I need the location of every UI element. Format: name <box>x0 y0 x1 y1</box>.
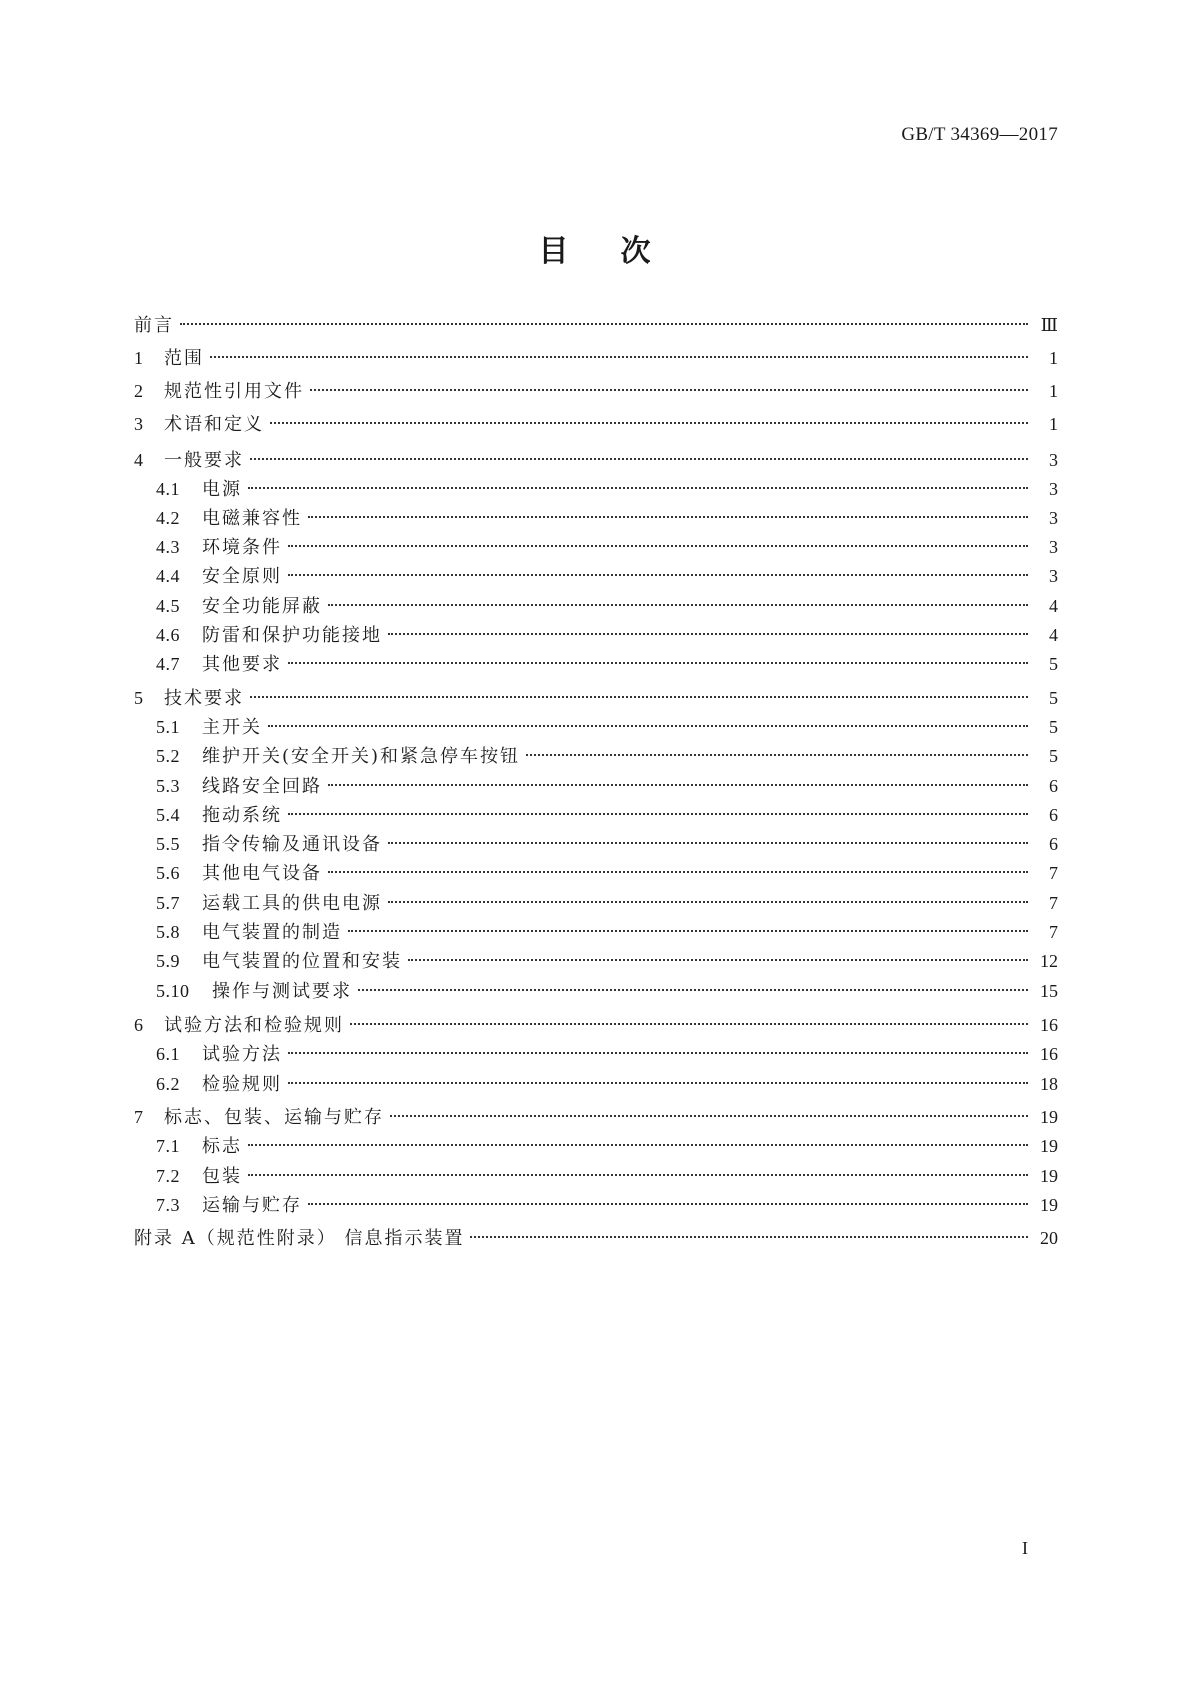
toc-entry[interactable] <box>134 617 1058 646</box>
toc-dot-leader <box>328 588 1028 612</box>
toc-entry-number: 5.2 <box>156 746 180 766</box>
toc-entry-page: 7 <box>1049 893 1058 913</box>
toc-entry[interactable] <box>134 885 1058 914</box>
toc-dot-leader <box>288 1066 1028 1090</box>
toc-dot-leader <box>288 797 1028 821</box>
toc-entry-label: 包装 <box>202 1166 242 1187</box>
toc-dot-leader <box>350 1007 1028 1031</box>
toc-entry[interactable] <box>134 471 1058 500</box>
toc-entry-number: 5.6 <box>156 863 180 883</box>
toc-entry-page: 19 <box>1040 1136 1058 1156</box>
standard-number: GB/T 34369—2017 <box>901 124 1058 145</box>
toc-entry-page: 16 <box>1040 1015 1058 1035</box>
toc-entry[interactable] <box>134 406 1058 435</box>
toc-entry-page: 6 <box>1049 834 1058 854</box>
toc-entry-page: 19 <box>1040 1107 1058 1127</box>
toc-entry-page: 6 <box>1049 776 1058 796</box>
toc-entry[interactable] <box>134 442 1058 471</box>
toc-dot-leader <box>388 885 1028 909</box>
toc-dot-leader <box>388 617 1028 641</box>
toc-entry-label: 附录 A（规范性附录） 信息指示装置 <box>134 1228 465 1249</box>
toc-entry-label: 其他电气设备 <box>202 863 322 884</box>
toc-entry[interactable] <box>134 1099 1058 1128</box>
toc-entry-page: 3 <box>1049 566 1058 586</box>
toc-dot-leader <box>308 1187 1028 1211</box>
toc-entry-page: 4 <box>1049 625 1058 645</box>
toc-entry-page: 19 <box>1040 1195 1058 1215</box>
toc-entry-number: 5.8 <box>156 922 180 942</box>
toc-entry-label: 电源 <box>202 479 242 500</box>
toc-dot-leader <box>288 529 1028 553</box>
toc-entry-page: 5 <box>1049 654 1058 674</box>
toc-entry-page: 5 <box>1049 746 1058 766</box>
toc-entry[interactable] <box>134 500 1058 529</box>
toc-entry-number: 6 <box>134 1015 144 1035</box>
toc-entry-number: 5.1 <box>156 717 180 737</box>
toc-dot-leader <box>248 1158 1028 1182</box>
title-char-1: 目 <box>538 234 571 269</box>
toc-entry-number: 6.2 <box>156 1074 180 1094</box>
toc-entry-label: 试验方法和检验规则 <box>164 1015 344 1036</box>
toc-entry[interactable] <box>134 1128 1058 1157</box>
page-number: I <box>1022 1538 1028 1558</box>
toc-entry-label: 标志、包装、运输与贮存 <box>164 1107 384 1128</box>
toc-dot-leader <box>388 826 1028 850</box>
toc-entry-page: 3 <box>1049 537 1058 557</box>
toc-entry-number: 5.5 <box>156 834 180 854</box>
toc-entry[interactable] <box>134 340 1058 369</box>
toc-entry-label: 安全原则 <box>202 566 282 587</box>
toc-entry-number: 7.3 <box>156 1195 180 1215</box>
toc-dot-leader <box>248 471 1028 495</box>
toc-dot-leader <box>526 738 1028 762</box>
toc-entry-label: 操作与测试要求 <box>212 981 352 1002</box>
toc-entry-label: 一般要求 <box>164 450 244 471</box>
toc-entry-label: 电磁兼容性 <box>202 508 302 529</box>
toc-entry-page: 3 <box>1049 450 1058 470</box>
toc-entry-label: 安全功能屏蔽 <box>202 596 322 617</box>
toc-entry-page: 18 <box>1040 1074 1058 1094</box>
toc-entry-label: 规范性引用文件 <box>164 381 304 402</box>
toc-entry-number: 4.5 <box>156 596 180 616</box>
toc-entry-page: 7 <box>1049 863 1058 883</box>
toc-entry-label: 线路安全回路 <box>202 776 322 797</box>
toc-entry-number: 2 <box>134 381 144 401</box>
toc-entry[interactable] <box>134 373 1058 402</box>
toc-entry[interactable] <box>134 943 1058 972</box>
toc-entry[interactable] <box>134 307 1058 336</box>
toc-entry-page: 6 <box>1049 805 1058 825</box>
toc-entry-number: 5 <box>134 688 144 708</box>
toc-entry-label: 试验方法 <box>202 1044 282 1065</box>
toc-entry-label: 检验规则 <box>202 1074 282 1095</box>
toc-entry-number: 5.4 <box>156 805 180 825</box>
toc-dot-leader <box>250 680 1028 704</box>
toc-entry-number: 5.7 <box>156 893 180 913</box>
toc-entry-number: 4.2 <box>156 508 180 528</box>
toc-dot-leader <box>328 768 1028 792</box>
toc-entry-label: 运输与贮存 <box>202 1195 302 1216</box>
toc-dot-leader <box>180 307 1028 331</box>
toc-entry-number: 4.1 <box>156 479 180 499</box>
toc-entry-label: 维护开关(安全开关)和紧急停车按钮 <box>202 746 521 767</box>
toc-entry-number: 4.7 <box>156 654 180 674</box>
toc-entry-page: Ⅲ <box>1040 315 1058 335</box>
toc-entry-page: 12 <box>1040 951 1058 971</box>
toc-entry-label: 标志 <box>202 1136 242 1157</box>
toc-entry-label: 指令传输及通讯设备 <box>202 834 382 855</box>
toc-entry-page: 16 <box>1040 1044 1058 1064</box>
toc-entry-label: 主开关 <box>202 717 262 738</box>
page-title <box>0 226 1191 270</box>
toc-dot-leader <box>328 855 1028 879</box>
toc-entry-page: 15 <box>1040 981 1058 1001</box>
toc-dot-leader <box>288 646 1028 670</box>
toc-entry-number: 5.3 <box>156 776 180 796</box>
toc-entry[interactable] <box>134 558 1058 587</box>
toc-entry-page: 4 <box>1049 596 1058 616</box>
toc-entry[interactable] <box>134 1187 1058 1216</box>
toc-dot-leader <box>268 709 1028 733</box>
toc-entry-page: 1 <box>1049 381 1058 401</box>
toc-entry-label: 电气装置的位置和安装 <box>202 951 402 972</box>
toc-entry[interactable] <box>134 1220 1058 1249</box>
toc-entry[interactable] <box>134 1007 1058 1036</box>
toc-entry[interactable] <box>134 914 1058 943</box>
toc-entry-page: 1 <box>1049 414 1058 434</box>
toc-dot-leader <box>348 914 1028 938</box>
toc-entry-number: 6.1 <box>156 1044 180 1064</box>
toc-dot-leader <box>390 1099 1028 1123</box>
toc-entry-number: 3 <box>134 414 144 434</box>
toc-dot-leader <box>270 406 1028 430</box>
toc-entry-page: 7 <box>1049 922 1058 942</box>
toc-entry-label: 技术要求 <box>164 688 244 709</box>
toc-entry-label: 拖动系统 <box>202 805 282 826</box>
toc-entry[interactable] <box>134 646 1058 675</box>
toc-entry[interactable] <box>134 709 1058 738</box>
toc-entry-page: 19 <box>1040 1166 1058 1186</box>
toc-entry-number: 7.1 <box>156 1136 180 1156</box>
toc-dot-leader <box>470 1220 1028 1244</box>
toc-dot-leader <box>288 1036 1028 1060</box>
toc-entry-label: 环境条件 <box>202 537 282 558</box>
toc-entry-number: 4 <box>134 450 144 470</box>
toc-entry-number: 1 <box>134 348 144 368</box>
toc-entry-page: 5 <box>1049 688 1058 708</box>
toc-entry[interactable] <box>134 588 1058 617</box>
toc-entry-label: 电气装置的制造 <box>202 922 342 943</box>
toc-entry[interactable] <box>134 797 1058 826</box>
toc-dot-leader <box>210 340 1028 364</box>
toc-entry[interactable] <box>134 1158 1058 1187</box>
toc-entry[interactable] <box>134 529 1058 558</box>
toc-entry-page: 1 <box>1049 348 1058 368</box>
toc-entry[interactable] <box>134 855 1058 884</box>
toc-entry[interactable] <box>134 1036 1058 1065</box>
toc-entry[interactable] <box>134 973 1058 1002</box>
toc-dot-leader <box>408 943 1028 967</box>
toc-entry-number: 4.3 <box>156 537 180 557</box>
toc-entry[interactable] <box>134 768 1058 797</box>
toc-entry-label: 防雷和保护功能接地 <box>202 625 382 646</box>
toc-entry-page: 3 <box>1049 479 1058 499</box>
toc-entry[interactable] <box>134 826 1058 855</box>
toc-dot-leader <box>250 442 1028 466</box>
toc-entry-number: 4.4 <box>156 566 180 586</box>
toc-entry-number: 7 <box>134 1107 144 1127</box>
toc-entry-number: 4.6 <box>156 625 180 645</box>
toc-entry-page: 5 <box>1049 717 1058 737</box>
toc-dot-leader <box>288 558 1028 582</box>
toc-entry-number: 5.10 <box>156 981 190 1001</box>
toc-entry-label: 术语和定义 <box>164 414 264 435</box>
toc-dot-leader <box>308 500 1028 524</box>
toc-entry[interactable] <box>134 1066 1058 1095</box>
toc-dot-leader <box>358 973 1028 997</box>
toc-entry-label: 前言 <box>134 315 174 336</box>
toc-dot-leader <box>248 1128 1028 1152</box>
toc-entry[interactable] <box>134 680 1058 709</box>
toc-entry-page: 20 <box>1040 1228 1058 1248</box>
toc-entry-label: 范围 <box>164 348 204 369</box>
title-char-2: 次 <box>620 234 653 269</box>
toc-entry-number: 5.9 <box>156 951 180 971</box>
toc-dot-leader <box>310 373 1028 397</box>
toc-entry-label: 其他要求 <box>202 654 282 675</box>
toc-entry-page: 3 <box>1049 508 1058 528</box>
toc-entry-number: 7.2 <box>156 1166 180 1186</box>
toc-entry[interactable] <box>134 738 1058 767</box>
toc-entry-label: 运载工具的供电电源 <box>202 893 382 914</box>
